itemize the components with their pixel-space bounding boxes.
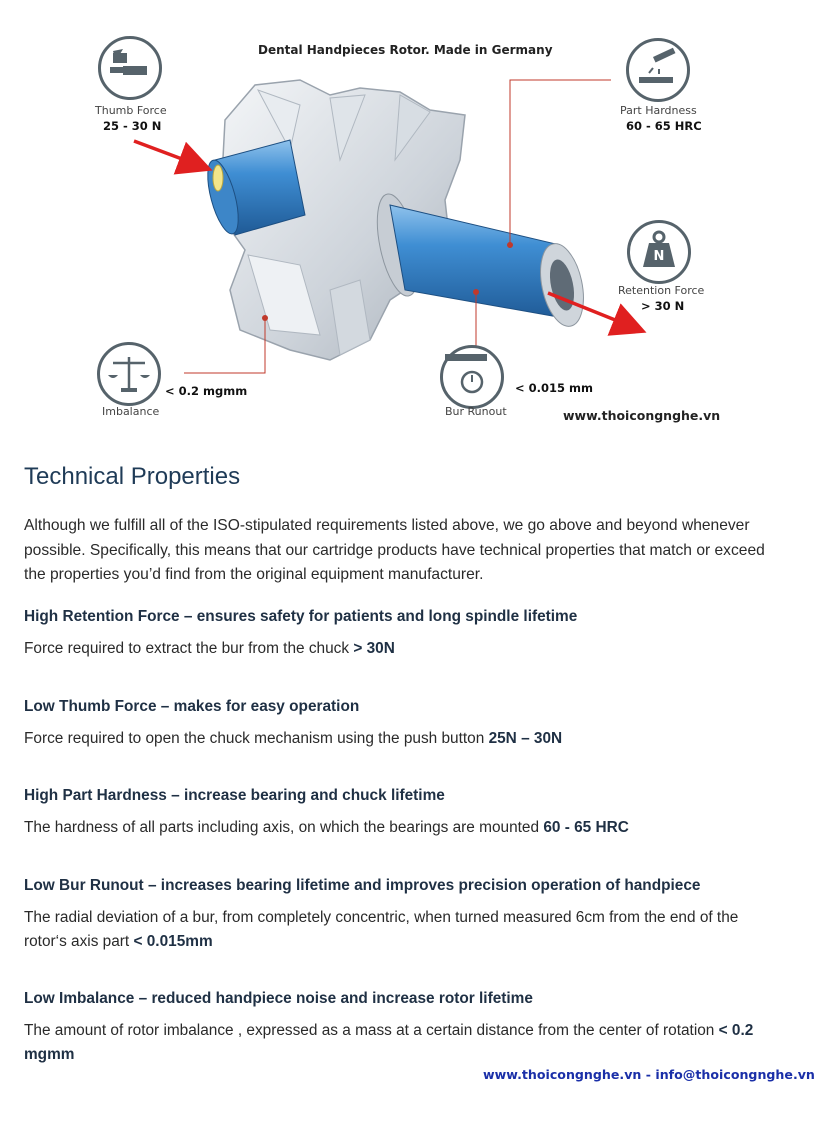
rotor-main-shaft [370, 190, 591, 330]
section-value: 25N – 30N [488, 730, 563, 747]
section-retention-force [24, 607, 774, 661]
section-title: Low Bur Runout – increases bearing lifetime and improves precision operation of handpiece [24, 877, 701, 894]
rotor-figure [0, 0, 793, 440]
dial-gauge-icon [440, 345, 504, 409]
imbalance-label: Imbalance [102, 405, 160, 418]
weight-icon [627, 220, 691, 284]
section-text: The radial deviation of a bur, from completely concentric, when turned measured 6cm from the end of the rotor‘s axis part < 0.015mm [24, 909, 739, 950]
footer-email-link[interactable]: info@thoicongnghe.vn [655, 1067, 815, 1082]
thumb-press-icon [98, 36, 162, 100]
hammer-anvil-icon [626, 38, 690, 102]
section-bur-runout [24, 876, 774, 954]
section-imbalance [24, 989, 774, 1067]
bur-runout-value: < 0.015 mm [515, 381, 593, 395]
section-title: High Retention Force – ensures safety for patients and long spindle lifetime [24, 608, 578, 625]
part-hardness-label: Part Hardness [620, 104, 697, 117]
thumb-force-value: 25 - 30 N [103, 119, 162, 133]
imbalance-value: < 0.2 mgmm [165, 384, 248, 398]
footer-contact [483, 1067, 815, 1082]
section-text: The hardness of all parts including axis, on which the bearings are mounted 60 - 65 HRC [24, 819, 629, 836]
footer-separator: - [641, 1067, 656, 1082]
figure-website: www.thoicongnghe.vn [563, 408, 721, 423]
svg-text:N: N [653, 249, 665, 264]
section-title: Low Thumb Force – makes for easy operation [24, 698, 360, 715]
section-value: < 0.2 mgmm [24, 1022, 754, 1063]
section-text: Force required to open the chuck mechanism using the push button 25N – 30N [24, 730, 563, 747]
section-title: High Part Hardness – increase bearing and chuck lifetime [24, 787, 445, 804]
thumb-force-label: Thumb Force [95, 104, 167, 117]
retention-force-value: > 30 N [641, 299, 685, 313]
retention-force-label: Retention Force [618, 284, 705, 297]
thumb-force-arrow [134, 141, 206, 168]
balance-scale-icon [97, 342, 161, 406]
figure-title: Dental Handpieces Rotor. Made in Germany [258, 43, 553, 57]
section-value: 60 - 65 HRC [543, 819, 629, 836]
footer-website-link[interactable]: www.thoicongnghe.vn [483, 1067, 642, 1082]
section-value: < 0.015mm [133, 933, 213, 950]
section-text: Force required to extract the bur from the chuck > 30N [24, 640, 395, 657]
section-value: > 30N [353, 640, 395, 657]
section-thumb-force [24, 697, 774, 751]
page-title: Technical Properties [24, 463, 241, 490]
intro-paragraph: Although we fulfill all of the ISO-stipulated requirements listed above, we go above and beyond whenever possible. Specifically, this means that our cartridge products have technical properties that match or exceed the properties you’d find from the original equipment manufacturer. [24, 517, 765, 583]
section-title: Low Imbalance – reduced handpiece noise and increase rotor lifetime [24, 990, 533, 1007]
bur-runout-label: Bur Runout [445, 405, 507, 418]
section-text: The amount of rotor imbalance , expressed as a mass at a certain distance from the center of rotation < 0.2 mgmm [24, 1022, 754, 1063]
section-part-hardness [24, 786, 774, 840]
part-hardness-value: 60 - 65 HRC [626, 119, 702, 133]
